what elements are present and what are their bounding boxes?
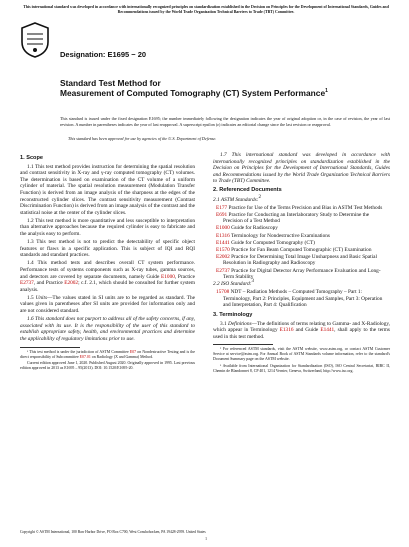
issued-note: This standard is issued under the fixed designation E1695; the number immediately following the designation indicates the year of original adoption or, in the case of revision, the year of last revision. A number in parentheses indicates the year of last reapproval. A superscript epsilon (ε) indicates an editorial change since the last revision or reapproval. [60, 116, 390, 127]
ref-code[interactable]: E177 [216, 204, 228, 211]
ref-title: Practice for Conducting an Interlaboratory Study to Determine the Precision of a Test Method [223, 211, 370, 225]
astm-logo [20, 22, 50, 58]
ref-item [213, 225, 390, 232]
ref-link-e07-01[interactable]: E07.01 [79, 354, 91, 359]
footnote-3: ³ Available from International Organization for Standardization (ISO), ISO Central Secretariat, BIBC II, Chemin de Blandonnet 8, CP 401, 1214 Vernier, Geneva, Switzerland, http://www.iso.org. [213, 363, 390, 373]
footnote-divider [213, 344, 273, 345]
title-line-1: Standard Test Method for [60, 78, 161, 88]
approved-note: This standard has been approved for use by agencies of the U.S. Department of Defense. [68, 136, 217, 141]
para-1-4-text: , Practice [174, 273, 195, 280]
ref-code[interactable]: E1000 [216, 225, 230, 232]
ref-item [213, 212, 390, 225]
ref-code[interactable]: E1441 [216, 239, 230, 246]
ref-code[interactable]: E1316 [216, 232, 230, 239]
ref-list [213, 205, 390, 281]
para-1-2: 1.2 This test method is more quantitative and less susceptible to interpretation than alternative approaches because the required cylinder is easy to fabricate and the analysis easy to perform. [20, 217, 195, 238]
para-1-5-num: 1.5 [27, 294, 36, 301]
para-1-4-text: 1.4 This method tests and describes overall CT system performance. Performance tests of systems components such as X-ray tubes, gamma sources, and detectors are covered by separate documents, namely Guide [20, 260, 195, 280]
units-term: Units [35, 294, 48, 301]
astm-standards-label: 2.1 ASTM Standards: [213, 196, 259, 203]
left-column [20, 152, 195, 373]
ref-link-e07[interactable]: E07 [129, 349, 137, 354]
para-1-1: 1.1 This test method provides instruction for determining the spatial resolution and contrast sensitivity in X-ray and γ-ray computed tomography (CT) volumes. The determination is based on examination of the CT volume of a uniform cylinder of material. The spatial resolution measurement (Modulation Transfer Function) is derived from an image analysis of the sharpness at the edges of the reconstructed cylinder slices. The contrast sensitivity measurement (Contrast Discrimination Function) is derived from an image analysis of the contrast and the statistical noise at the center of the cylinder slices. [20, 163, 195, 216]
para-1-7: 1.7 This international standard was developed in accordance with internationally recognized principles on standardization established in the Decision on Principles for the Development of International Standards, Guides and Recommendations issued by the World Trade Organization Technical Barriers to Trade (TBT) Committee. [213, 152, 390, 185]
ref-item [213, 254, 390, 267]
terminology-heading: 3. Terminology [213, 311, 253, 318]
ref-code[interactable]: E2002 [216, 253, 230, 260]
ref-title: Practice for Use of the Terms Precision and Bias in ASTM Test Methods [227, 204, 383, 211]
definitions-term: Definitions [228, 320, 252, 327]
footnote-1-text: on Nondestructive Testing and is the direct responsibility of Subcommittee [20, 349, 196, 359]
footnote-mark-3: 3 [251, 279, 254, 285]
copyright-footer [20, 530, 392, 541]
ref-link-e1316[interactable]: E1316 [279, 327, 294, 334]
ref-item [213, 247, 390, 254]
para-3-1-num: 3.1 [220, 320, 228, 327]
wto-notice: This international standard was developed in accordance with internationally recognized principles on standardization established in the Decision on Principles for the Development of International Standards, Guides and Recommendations issued by the World Trade Organization Technical Barriers to Trade (TBT) Committee. [23, 5, 389, 14]
para-1-4-text: ; c.f. 2.1, which should be consulted for further system analysis. [20, 280, 195, 293]
ref-item [213, 268, 390, 281]
ref-title: Practice for Fan Beam Computed Tomographic (CT) Examination [229, 246, 372, 253]
footnote-1-text: ¹ This test method is under the jurisdiction of ASTM Committee [27, 349, 130, 354]
ref-code[interactable]: 15708 [216, 289, 230, 296]
ref-link-e1441[interactable]: E1441 [320, 327, 335, 334]
footnote-divider [20, 347, 80, 348]
iso-ref-item [213, 289, 390, 309]
ref-title: Guide for Computed Tomography (CT) [229, 239, 315, 246]
ref-title: Practice for Determining Total Image Unsharpness and Basic Spatial Resolution in Radiography and Radioscopy [223, 253, 377, 267]
footnote-1 [20, 350, 195, 360]
para-1-5-text: —The values stated in SI units are to be regarded as standard. The values given in parentheses after SI units are provided for information only and are not considered standard. [20, 294, 195, 315]
ref-code[interactable]: E2737 [216, 267, 230, 274]
title-footnote-mark: 1 [325, 88, 328, 95]
iso-standard-subheading [213, 281, 390, 288]
para-1-6: 1.6 This standard does not purport to address all of the safety concerns, if any, associated with its use. It is the responsibility of the user of this standard to establish appropriate safety, health, and environmental practices and determine the applicability of regulatory limitations prior to use. [20, 316, 195, 342]
ref-code[interactable]: E691 [216, 211, 228, 218]
ref-item [213, 205, 390, 212]
ref-code[interactable]: E1570 [216, 246, 230, 253]
ref-link-e1000[interactable]: E1000 [161, 273, 175, 280]
para-1-5 [20, 295, 195, 315]
astm-standards-subheading [213, 194, 390, 204]
ref-link-e2737[interactable]: E2737 [20, 280, 34, 287]
copyright-text: Copyright © ASTM International, 100 Barr Harbor Drive, PO Box C700, West Conshohocken, PA 19428-2959. United States [20, 530, 206, 534]
para-3-1 [213, 321, 390, 341]
ref-link-e2002[interactable]: E2002 [64, 280, 79, 287]
ref-item [213, 233, 390, 240]
para-3-1-text: , shall apply to the terms used in this test method. [213, 327, 390, 340]
page-number: 1 [205, 536, 207, 541]
iso-standard-label: 2.2 ISO Standard: [213, 281, 252, 288]
footnote-1-text: on Radiology (X and Gamma) Method. [90, 354, 154, 359]
footnote-2: ² For referenced ASTM standards, visit the ASTM website, www.astm.org, or contact ASTM Customer Service at service@astm.org. For Annual Book of ASTM Standards volume information, refer to the standard's Document Summary page on the ASTM website. [213, 347, 390, 362]
para-3-1-text: —The definitions of terms relating to Gamma- and X-Radiology, which appear in Terminology [213, 320, 390, 334]
para-1-3: 1.3 This test method is not to predict the detectability of specific object features or flaws in a specific application. This is subject of IQI and RQI standards and standard practices. [20, 239, 195, 259]
para-1-4-text: , and Practice [33, 280, 65, 287]
title-text: Measurement of Computed Tomography (CT) System Performance [60, 88, 326, 98]
right-column [213, 152, 390, 375]
ref-title: Terminology for Nondestructive Examinations [229, 232, 330, 239]
title-line-2 [60, 88, 360, 98]
footnote-mark-2: 2 [258, 194, 261, 200]
para-3-1-text: and Guide [293, 327, 321, 334]
referenced-documents-heading: 2. Referenced Documents [213, 187, 282, 194]
ref-title: Guide for Radioscopy [229, 225, 278, 232]
designation: Designation: E1695 − 20 [60, 50, 147, 59]
para-1-4 [20, 260, 195, 293]
ref-title: NDT – Radiation Methods – Computed Tomography – Part 1: Terminology, Part 2: Principles, Equipment and Samples, Part 3: Operation and Interpretation, Part 4: Qualification [223, 289, 383, 309]
ref-item [213, 240, 390, 247]
ref-title: Practice for Digital Detector Array Performance Evaluation and Long-Term Stability [223, 267, 381, 281]
footnote-1-edition: Current edition approved June 1, 2020. Published August 2020. Originally approved in 1995. Last previous edition approved in 2013 as E1695 – 95(2013). DOI: 10.1520/E1695-20. [20, 361, 195, 371]
scope-heading: 1. Scope [20, 154, 44, 161]
document-title [60, 78, 360, 98]
